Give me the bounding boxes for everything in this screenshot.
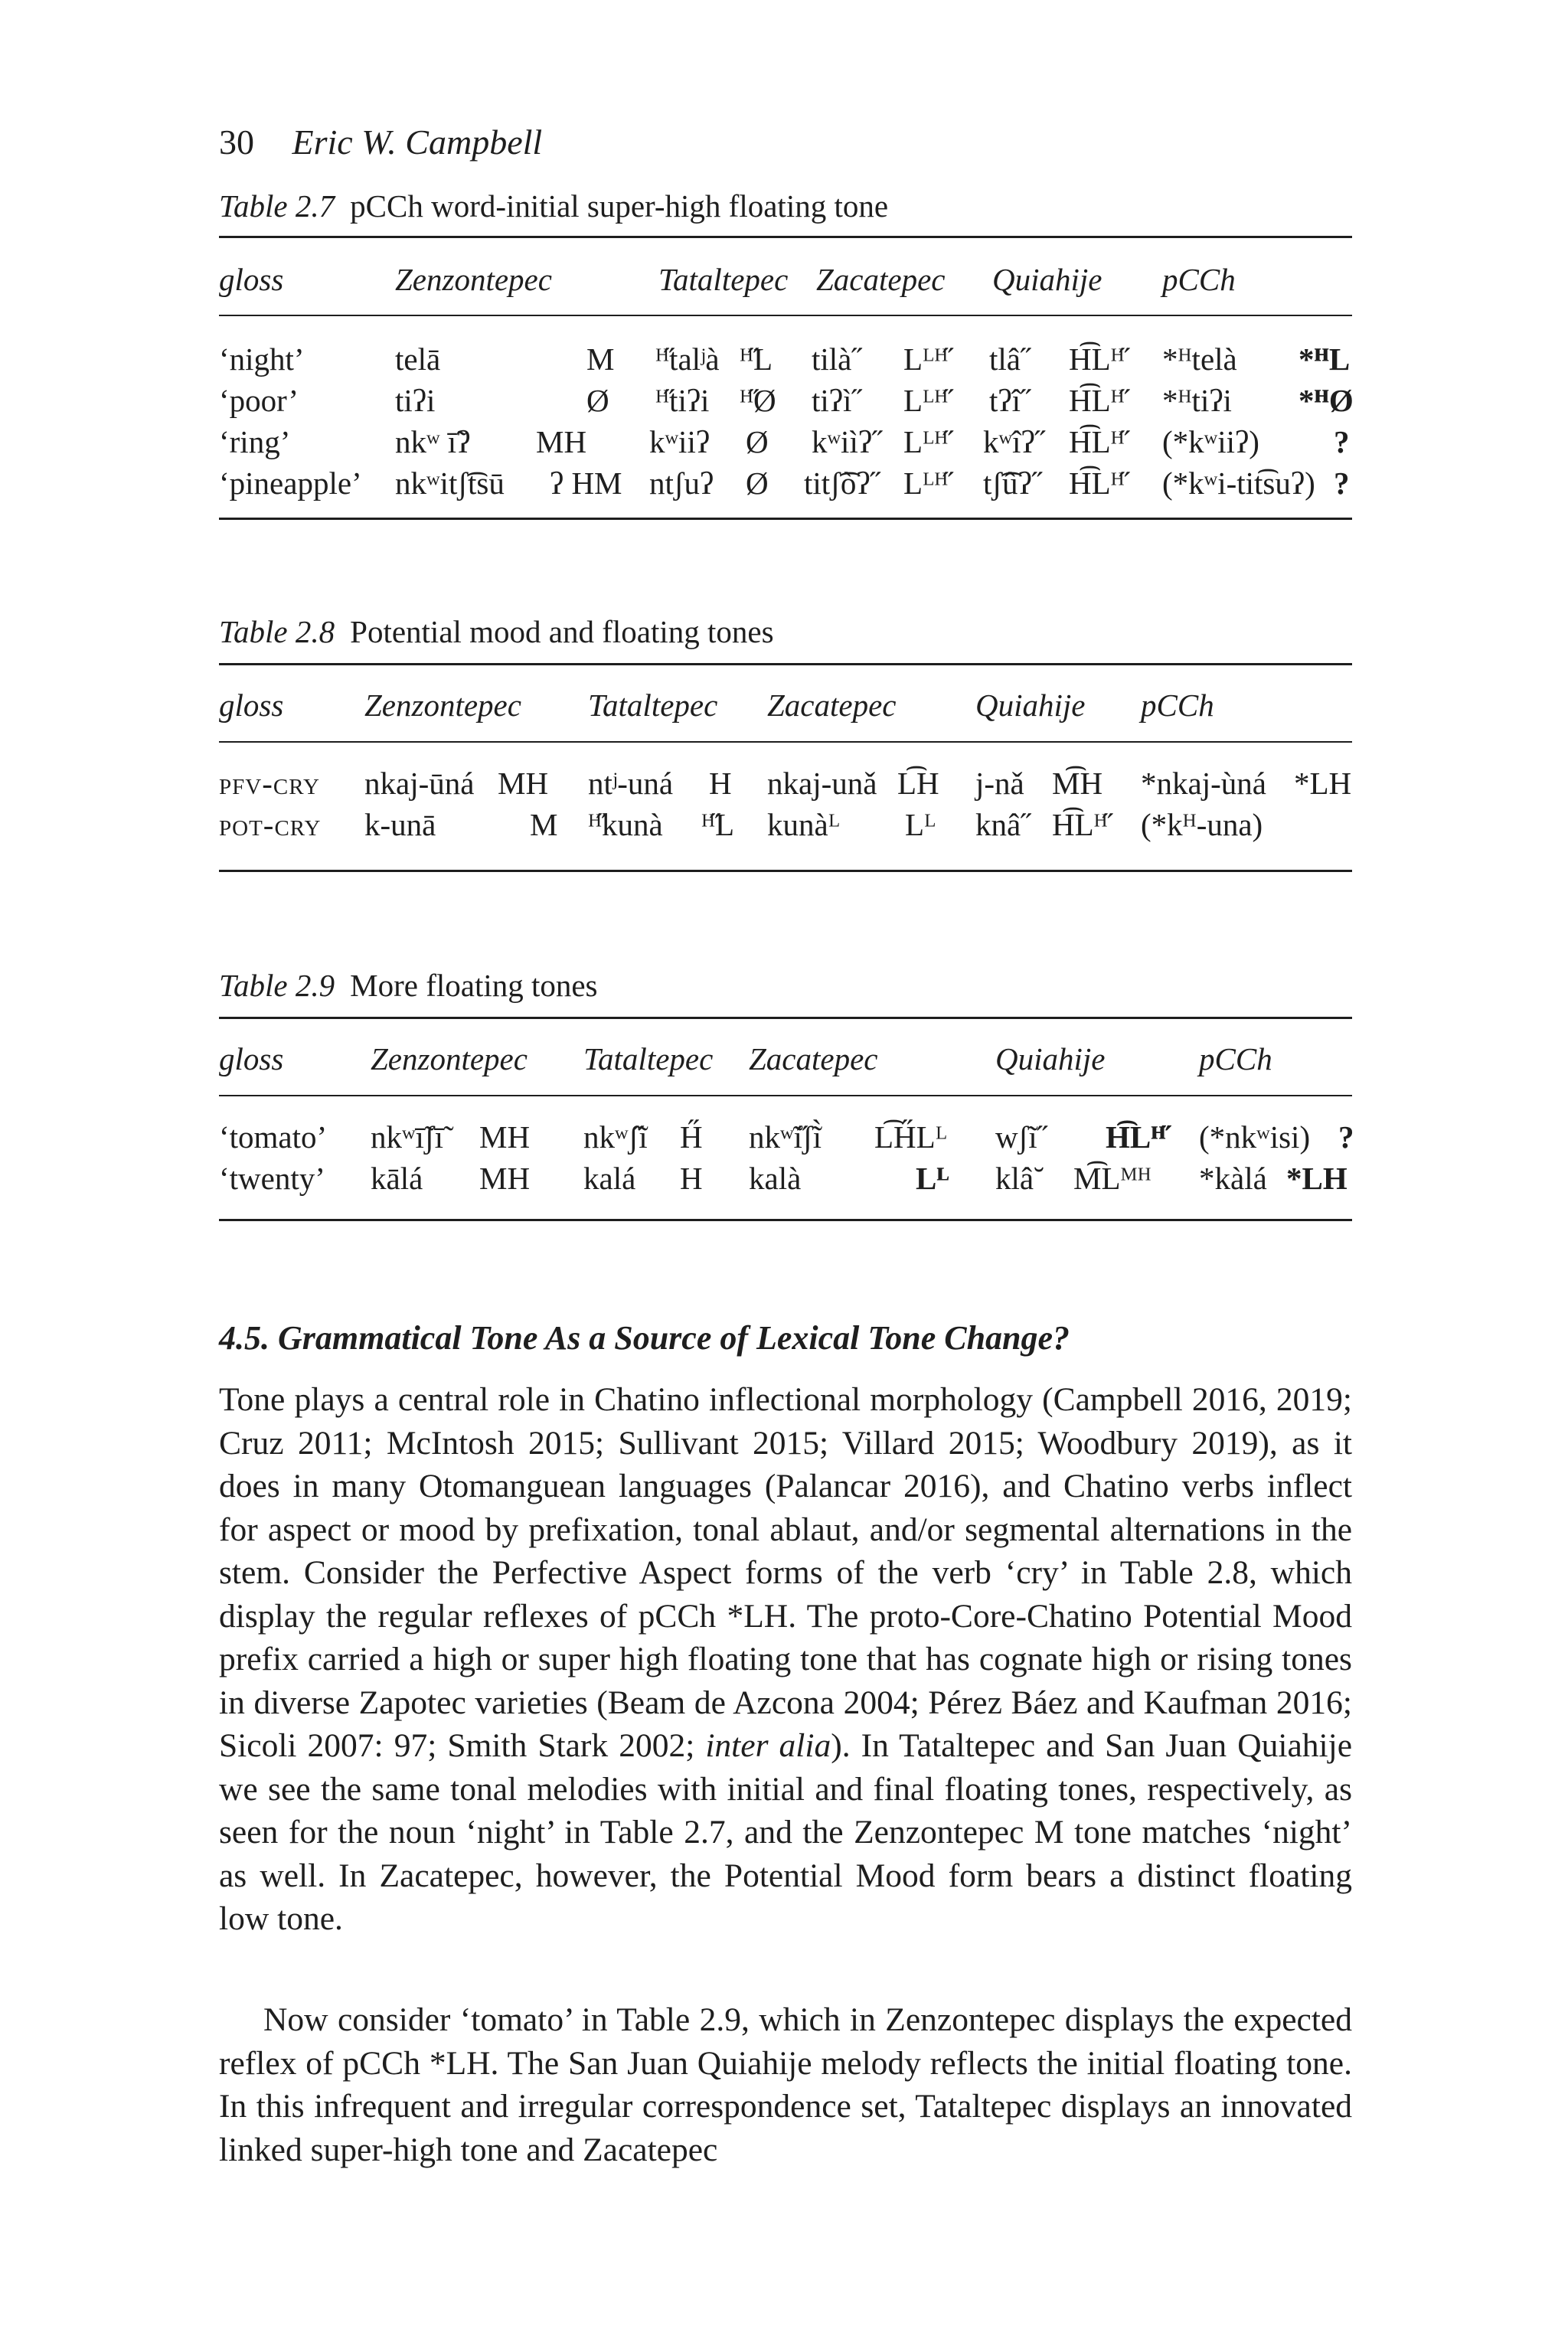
zenzontepec-form: tiʔi — [395, 383, 436, 418]
quiahije-tone: H͡Lᴴ̋ — [1069, 424, 1125, 459]
header-pcch: pCCh — [1141, 688, 1214, 723]
header-gloss: gloss — [219, 262, 284, 297]
pcch-form: (*kʷi-tit͡suʔ) — [1162, 466, 1315, 501]
pcch-tone: *ᴴØ — [1298, 383, 1354, 418]
header-zenzontepec: Zenzontepec — [395, 262, 552, 297]
pcch-form: *nkaj-ùná — [1141, 766, 1266, 801]
tataltepec-tone: H — [709, 766, 732, 801]
table-top-rule — [219, 663, 1352, 665]
zacatepec-tone: Lᴸᴴ̋ — [903, 383, 949, 418]
zenzontepec-tone: M — [586, 341, 615, 377]
table-bottom-rule — [219, 1219, 1352, 1221]
quiahije-form: tʔî˝ — [989, 383, 1031, 418]
zacatepec-form: titʃ͡òʔ˝ — [804, 466, 881, 501]
zenzontepec-tone: ʔ HM — [550, 466, 622, 501]
gloss-cell: ‘tomato’ — [219, 1119, 328, 1155]
header-zacatepec: Zacatepec — [816, 262, 946, 297]
zacatepec-tone: L͡H̋Lᴸ — [874, 1119, 947, 1155]
pcch-form: (*kᴴ-una) — [1141, 807, 1263, 842]
gloss-cell: ‘ring’ — [219, 424, 291, 459]
tataltepec-tone: Ø — [746, 466, 769, 501]
header-pcch: pCCh — [1199, 1041, 1272, 1076]
zacatepec-form: kalà — [749, 1161, 802, 1196]
header-zacatepec: Zacatepec — [749, 1041, 878, 1076]
tataltepec-form: kalá — [583, 1161, 636, 1196]
tataltepec-tone: Ø — [746, 424, 769, 459]
table-bottom-rule — [219, 870, 1352, 872]
pcch-tone: ? — [1334, 466, 1350, 501]
tataltepec-form: ᴴ̋kunà — [588, 807, 663, 842]
running-head — [219, 121, 542, 164]
quiahije-tone: H͡Lᴴ̋ — [1106, 1119, 1166, 1155]
table-caption-text: Potential mood and floating tones — [350, 614, 774, 649]
zacatepec-tone: Lᴸᴴ̋ — [903, 424, 949, 459]
tataltepec-tone: H̋ — [680, 1119, 703, 1155]
header-zacatepec: Zacatepec — [767, 688, 897, 723]
pcch-tone: *LH — [1294, 766, 1352, 801]
tataltepec-form: ntʃuʔ — [649, 466, 714, 501]
tataltepec-form: ᴴ̋talʲà — [655, 341, 720, 377]
page-number: 30 — [219, 122, 254, 162]
pcch-tone: ? — [1334, 424, 1350, 459]
table-label: Table 2.7 — [219, 188, 335, 224]
pcch-tone: *ᴴL — [1298, 341, 1351, 377]
table-bottom-rule — [219, 518, 1352, 520]
table-label: Table 2.9 — [219, 968, 335, 1003]
quiahije-form: tlâ˝ — [989, 341, 1031, 377]
zacatepec-form: nkʷĩ̋ʃĩ̀ — [749, 1119, 822, 1155]
header-gloss: gloss — [219, 1041, 284, 1076]
header-pcch: pCCh — [1162, 262, 1236, 297]
quiahije-tone: M͡H — [1052, 766, 1103, 801]
table-caption-text: pCCh word-initial super-high floating tone — [350, 188, 889, 224]
table-label: Table 2.8 — [219, 614, 335, 649]
section-heading: 4.5. Grammatical Tone As a Source of Lexical Tone Change? — [219, 1319, 1070, 1357]
tataltepec-form: ntʲ-uná — [588, 766, 674, 801]
header-quiahije: Quiahije — [995, 1041, 1106, 1076]
tataltepec-tone: H — [680, 1161, 703, 1196]
quiahije-tone: H͡Lᴴ̋ — [1052, 807, 1108, 842]
zenzontepec-tone: MH — [536, 424, 587, 459]
paragraph-text-end: ). In Tataltepec and San Juan Quiahije we see the same tonal melodies with initial and final floating tones, respectively, as seen for the noun ‘night’ in Table 2.7, and the Zenzontepec M tone matches ‘night’ as well. In Zacatepec, however, the Potential Mood form bears a distinct floating low tone. — [219, 1727, 1352, 1937]
table-caption-text: More floating tones — [350, 968, 598, 1003]
quiahije-form: kʷîʔ˝ — [983, 424, 1046, 459]
zacatepec-form: kunàᴸ — [767, 807, 840, 842]
body-paragraph-2: Now consider ‘tomato’ in Table 2.9, which in Zenzontepec displays the expected reflex of pCCh *LH. The San Juan Quiahije melody reflects the initial floating tone. In this infrequent and irregular correspondence set, Tataltepec displays an innovated linked super-high tone and Zacatepec — [219, 2001, 1352, 2168]
table-top-rule — [219, 236, 1352, 238]
body-paragraph-1 — [219, 1378, 1352, 1941]
zenzontepec-form: k-unā — [364, 807, 436, 842]
zenzontepec-form: nkʷitʃ͡tsū — [395, 466, 505, 501]
zenzontepec-tone: M — [530, 807, 558, 842]
table-header-rule — [219, 741, 1352, 743]
header-zenzontepec: Zenzontepec — [364, 688, 521, 723]
header-quiahije: Quiahije — [992, 262, 1102, 297]
paragraph-text: Tone plays a central role in Chatino inflectional morphology (Campbell 2016, 2019; Cruz 2011; McIntosh 2015; Sullivant 2015; Villard 2015; Woodbury 2019), as it does in many Otomanguean languages (Palancar 2016), and Chatino verbs inflect for aspect or mood by prefixation, tonal ablaut, and/or segmental alternations in the stem. Consider the Perfective Aspect forms of the verb ‘cry’ in Table 2.8, which display the regular reflexes of pCCh *LH. The proto-Core-Chatino Potential Mood prefix carried a high or super high floating tone that has cognate high or rising tones in diverse Zapotec varieties (Beam de Azcona 2004; Pérez Báez and Kaufman 2016; Sicoli 2007: 97; Smith Stark 2002; — [219, 1381, 1352, 1764]
zacatepec-tone: L͡H — [897, 766, 939, 801]
zacatepec-form: nkaj-unǎ — [767, 766, 877, 801]
zenzontepec-tone: MH — [479, 1161, 531, 1196]
table-header-rule — [219, 315, 1352, 316]
header-tataltepec: Tataltepec — [583, 1041, 714, 1076]
gloss-cell: pot-cry — [219, 807, 322, 842]
zenzontepec-form: nkʷ ī̃ʔ — [395, 424, 471, 459]
table-2-9-caption — [219, 966, 598, 1004]
header-gloss: gloss — [219, 688, 284, 723]
zacatepec-tone: Lᴸᴴ̋ — [903, 466, 949, 501]
header-tataltepec: Tataltepec — [588, 688, 718, 723]
zenzontepec-form: nkʷī̃ʃī̃ — [371, 1119, 443, 1155]
zenzontepec-tone: Ø — [586, 383, 609, 418]
pcch-form: (*kʷiiʔ) — [1162, 424, 1259, 459]
zacatepec-form: tiʔì˝ — [812, 383, 863, 418]
gloss-cell: ‘twenty’ — [219, 1161, 325, 1196]
pcch-form: (*nkʷisi) — [1199, 1119, 1311, 1155]
header-tataltepec: Tataltepec — [658, 262, 789, 297]
italic-phrase: inter alia — [705, 1727, 831, 1764]
zenzontepec-form: kālá — [371, 1161, 423, 1196]
table-2-8-caption — [219, 612, 774, 651]
tataltepec-tone: ᴴ̋Ø — [740, 383, 776, 418]
pcch-form: *ᴴtiʔi — [1162, 383, 1232, 418]
zacatepec-tone: Lᴸᴴ̋ — [903, 341, 949, 377]
quiahije-form: wʃĩ˝ — [995, 1119, 1048, 1155]
zenzontepec-tone: MH — [498, 766, 549, 801]
quiahije-tone: H͡Lᴴ̋ — [1069, 383, 1125, 418]
gloss-cell: ‘night’ — [219, 341, 305, 377]
pcch-tone: *LH — [1286, 1161, 1348, 1196]
tataltepec-tone: ᴴ̋L — [701, 807, 735, 842]
tataltepec-form: kʷiiʔ — [649, 424, 710, 459]
tataltepec-form: ᴴ̋tiʔi — [655, 383, 710, 418]
header-quiahije: Quiahije — [975, 688, 1086, 723]
table-header-rule — [219, 1095, 1352, 1096]
gloss-cell: pfv-cry — [219, 766, 320, 801]
zacatepec-tone: Lᴸ — [905, 807, 936, 842]
tataltepec-form: nkʷʃ̋ĩ — [583, 1119, 648, 1155]
gloss-cell: ‘pineapple’ — [219, 466, 362, 501]
author-name: Eric W. Campbell — [292, 122, 543, 162]
table-top-rule — [219, 1017, 1352, 1019]
gloss-cell: ‘poor’ — [219, 383, 299, 418]
quiahije-form: knâ˝ — [975, 807, 1031, 842]
quiahije-tone: H͡Lᴴ̋ — [1069, 341, 1125, 377]
quiahije-form: j-nǎ — [975, 766, 1024, 801]
quiahije-tone: M͡Lᴹᴴ — [1073, 1161, 1152, 1196]
zacatepec-form: tilà˝ — [812, 341, 863, 377]
zenzontepec-form: telā — [395, 341, 441, 377]
quiahije-form: klâ˘ — [995, 1161, 1044, 1196]
quiahije-tone: H͡Lᴴ̋ — [1069, 466, 1125, 501]
zacatepec-tone: Lᴸ — [916, 1161, 949, 1196]
zacatepec-form: kʷiìʔ˝ — [812, 424, 883, 459]
table-2-7-caption — [219, 187, 888, 225]
tataltepec-tone: ᴴ̋L — [740, 341, 773, 377]
pcch-tone: ? — [1338, 1119, 1354, 1155]
pcch-form: *kàlá — [1199, 1161, 1267, 1196]
zenzontepec-tone: MH — [479, 1119, 531, 1155]
zenzontepec-form: nkaj-ūná — [364, 766, 475, 801]
quiahije-form: tʃ͡ûʔ˝ — [983, 466, 1043, 501]
pcch-form: *ᴴtelà — [1162, 341, 1237, 377]
header-zenzontepec: Zenzontepec — [371, 1041, 528, 1076]
